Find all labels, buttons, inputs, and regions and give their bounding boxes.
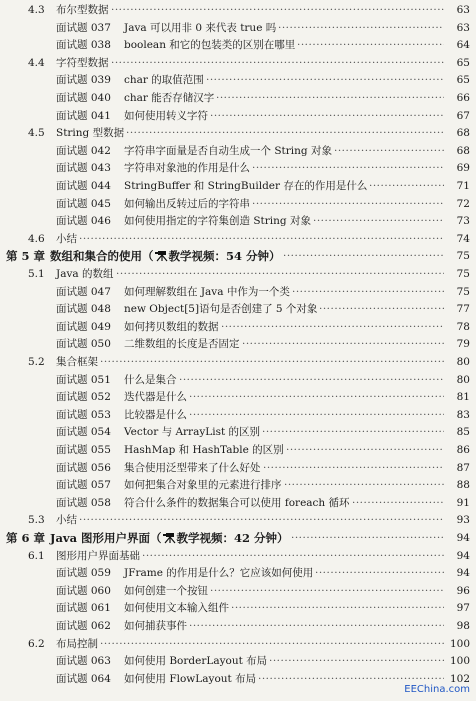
dot-leader xyxy=(319,300,444,318)
camera-tripod-icon xyxy=(162,532,176,544)
question-number: 面试题 049 xyxy=(56,320,111,333)
question-number: 面试题 054 xyxy=(56,426,111,439)
toc-entry-row[interactable] xyxy=(0,89,476,107)
page-number: 68 xyxy=(456,127,470,140)
dot-leader xyxy=(284,476,444,494)
section-row[interactable] xyxy=(0,511,476,529)
dot-leader xyxy=(111,54,444,72)
section-row[interactable] xyxy=(0,54,476,72)
page-number: 91 xyxy=(456,496,470,509)
entry-title: 如何输出反转过后的字符串 xyxy=(124,197,250,210)
dot-leader xyxy=(269,652,444,670)
dot-leader xyxy=(206,71,444,89)
toc-entry-row[interactable] xyxy=(0,388,476,406)
question-number: 面试题 058 xyxy=(56,496,111,509)
toc-entry-row[interactable] xyxy=(0,564,476,582)
dot-leader xyxy=(100,635,444,653)
page-number: 77 xyxy=(456,303,470,316)
dot-leader xyxy=(189,617,444,635)
entry-title: 比较器是什么 xyxy=(124,408,187,421)
entry-label xyxy=(50,247,281,265)
question-number: 面试题 047 xyxy=(56,285,111,298)
page-number: 75 xyxy=(456,250,470,263)
toc-entry-row[interactable] xyxy=(0,335,476,353)
entry-label xyxy=(124,476,282,494)
page-number: 65 xyxy=(456,56,470,69)
page-number: 100 xyxy=(449,655,470,668)
dot-leader xyxy=(179,371,444,389)
entry-label xyxy=(50,529,289,547)
entry-label xyxy=(56,635,98,653)
dot-leader xyxy=(142,547,444,565)
question-number: 面试题 051 xyxy=(56,373,111,386)
page-number: 67 xyxy=(456,109,470,122)
entry-title: 图形用户界面基础 xyxy=(56,549,140,562)
entry-title: 迭代器是什么 xyxy=(124,391,187,404)
page-number: 100 xyxy=(449,637,470,650)
paren: （ xyxy=(142,249,154,264)
entry-title: boolean 和它的包装类的区别在哪里 xyxy=(124,39,296,52)
entry-label xyxy=(56,511,77,529)
dot-leader xyxy=(292,283,444,301)
page-number: 79 xyxy=(456,338,470,351)
page-number: 97 xyxy=(456,602,470,615)
dot-leader xyxy=(297,36,444,54)
page-number: 69 xyxy=(456,162,470,175)
question-number: 面试题 063 xyxy=(56,655,111,668)
toc-entry-row[interactable] xyxy=(0,582,476,600)
dot-leader xyxy=(313,212,444,230)
dot-leader xyxy=(210,107,444,125)
question-number: 面试题 039 xyxy=(56,74,111,87)
entry-label xyxy=(124,652,267,670)
dot-leader xyxy=(116,265,444,283)
entry-title: Vector 与 ArrayList 的区别 xyxy=(124,426,261,439)
entry-label xyxy=(124,459,261,477)
entry-title: Java 的数组 xyxy=(56,268,114,280)
toc-entry-row[interactable] xyxy=(0,107,476,125)
dot-leader xyxy=(79,511,444,529)
toc-entry-row[interactable] xyxy=(0,423,476,441)
question-number: 面试题 048 xyxy=(56,303,111,316)
toc-entry-row[interactable] xyxy=(0,71,476,89)
question-number: 面试题 037 xyxy=(56,21,111,34)
entry-label xyxy=(56,124,124,142)
page-number: 71 xyxy=(456,180,470,192)
toc-entry-row[interactable] xyxy=(0,212,476,230)
dot-leader xyxy=(216,89,444,107)
dot-leader xyxy=(286,441,444,459)
entry-title: Java 图形用户界面 xyxy=(50,531,151,545)
entry-title: 布局控制 xyxy=(56,637,98,650)
chapter-number: 第 5 章 xyxy=(6,249,46,264)
watermark: EEChina.com xyxy=(404,684,470,695)
page-number: 63 xyxy=(456,4,470,16)
dot-leader xyxy=(252,159,444,177)
paren: （ xyxy=(150,531,162,545)
page-number: 94 xyxy=(456,549,470,562)
section-row[interactable] xyxy=(0,124,476,142)
question-number: 面试题 061 xyxy=(56,602,111,615)
question-number: 面试题 044 xyxy=(56,180,111,192)
page-number: 81 xyxy=(456,391,470,404)
question-number: 面试题 042 xyxy=(56,144,111,157)
toc-entry-row[interactable] xyxy=(0,318,476,336)
page-number: 65 xyxy=(456,74,470,87)
toc-entry-row[interactable] xyxy=(0,406,476,424)
entry-label xyxy=(124,564,313,582)
entry-title: 如何使用转义字符 xyxy=(124,109,208,122)
section-number: 6.2 xyxy=(28,637,45,650)
page-number: 66 xyxy=(456,92,470,104)
question-number: 面试题 046 xyxy=(56,215,111,228)
entry-title: 如何使用 FlowLayout 布局 xyxy=(124,672,257,685)
question-number: 面试题 060 xyxy=(56,584,111,597)
entry-title: StringBuffer 和 StringBuilder 存在的作用是什么 xyxy=(124,180,368,192)
page-number: 102 xyxy=(449,672,470,685)
question-number: 面试题 050 xyxy=(56,338,111,351)
question-number: 面试题 055 xyxy=(56,444,111,456)
entry-label xyxy=(124,371,177,389)
question-number: 面试题 041 xyxy=(56,109,111,122)
camera-tripod-icon xyxy=(154,250,168,262)
dot-leader xyxy=(231,599,444,617)
toc-entry-row[interactable] xyxy=(0,494,476,512)
entry-title: 集合框架 xyxy=(56,356,98,368)
entry-label xyxy=(56,547,140,565)
page-number: 96 xyxy=(456,584,470,597)
entry-title: 二维数组的长度是否固定 xyxy=(124,338,240,351)
entry-title: 数组和集合的使用 xyxy=(50,249,142,264)
question-number: 面试题 057 xyxy=(56,479,111,492)
entry-title: String 型数据 xyxy=(56,127,125,140)
dot-leader xyxy=(262,423,444,441)
section-row[interactable] xyxy=(0,1,476,19)
toc-entry-row[interactable] xyxy=(0,476,476,494)
dot-leader xyxy=(334,142,444,160)
page-number: 63 xyxy=(456,21,470,34)
entry-label xyxy=(124,300,317,318)
paren: ） xyxy=(277,531,289,545)
section-row[interactable] xyxy=(0,635,476,653)
dot-leader xyxy=(242,335,444,353)
entry-label xyxy=(124,423,260,441)
question-number: 面试题 052 xyxy=(56,391,111,404)
page-number: 64 xyxy=(456,39,470,52)
toc-entry-row[interactable] xyxy=(0,283,476,301)
entry-title: HashMap 和 HashTable 的区别 xyxy=(124,444,284,456)
dot-leader xyxy=(352,494,444,512)
entry-label xyxy=(124,159,250,177)
entry-label xyxy=(56,1,109,19)
page-number: 83 xyxy=(456,408,470,421)
chapter-row[interactable] xyxy=(0,247,476,265)
video-duration: 教学视频：54 分钟 xyxy=(168,249,270,264)
entry-label xyxy=(124,582,208,600)
toc-entry-row[interactable] xyxy=(0,177,476,195)
toc-entry-row[interactable] xyxy=(0,142,476,160)
entry-title: JFrame 的作用是什么？它应该如何使用 xyxy=(124,567,314,580)
dot-leader xyxy=(189,406,444,424)
page-number: 72 xyxy=(456,197,470,210)
section-row[interactable] xyxy=(0,265,476,283)
entry-title: 如何使用 BorderLayout 布局 xyxy=(124,655,268,668)
dot-leader xyxy=(252,195,444,213)
chapter-number: 第 6 章 xyxy=(6,531,46,545)
entry-label xyxy=(56,54,109,72)
toc-entry-row[interactable] xyxy=(0,459,476,477)
entry-label xyxy=(124,177,367,195)
section-number: 4.6 xyxy=(28,232,45,245)
entry-label xyxy=(124,318,219,336)
dot-leader xyxy=(315,564,444,582)
toc-entry-row[interactable] xyxy=(0,36,476,54)
page-number: 75 xyxy=(456,268,470,280)
question-number: 面试题 043 xyxy=(56,162,111,175)
entry-label xyxy=(124,107,208,125)
entry-label xyxy=(124,670,256,688)
toc-entry-row[interactable] xyxy=(0,371,476,389)
dot-leader xyxy=(210,582,444,600)
entry-label xyxy=(56,265,114,283)
entry-label xyxy=(124,494,350,512)
page-number: 94 xyxy=(456,532,470,544)
dot-leader xyxy=(278,19,444,37)
toc-entry-row[interactable] xyxy=(0,195,476,213)
dot-leader xyxy=(79,230,444,248)
entry-title: 字符串对象池的作用是什么 xyxy=(124,162,250,175)
entry-label xyxy=(124,617,187,635)
toc-entry-row[interactable] xyxy=(0,441,476,459)
entry-title: 如何使用文本输入组件 xyxy=(124,602,229,615)
page-number: 93 xyxy=(456,514,470,527)
page-number: 68 xyxy=(456,144,470,157)
section-number: 4.4 xyxy=(28,56,45,69)
page-number: 86 xyxy=(456,444,470,456)
entry-label xyxy=(56,353,98,371)
entry-label xyxy=(124,89,214,107)
page-number: 80 xyxy=(456,356,470,368)
entry-title: 如何把集合对象里的元素进行排序 xyxy=(124,479,282,492)
toc-entry-row[interactable] xyxy=(0,19,476,37)
entry-label xyxy=(124,19,276,37)
question-number: 面试题 040 xyxy=(56,92,111,104)
entry-title: 集合使用泛型带来了什么好处 xyxy=(124,461,261,474)
dot-leader xyxy=(283,247,444,265)
toc-entry-row[interactable] xyxy=(0,599,476,617)
section-number: 5.1 xyxy=(28,268,45,280)
page-number: 87 xyxy=(456,461,470,474)
paren: ） xyxy=(269,249,281,264)
page-number: 98 xyxy=(456,620,470,632)
dot-leader xyxy=(263,459,444,477)
dot-leader xyxy=(189,388,444,406)
video-duration: 教学视频：42 分钟 xyxy=(176,531,278,545)
page-number: 94 xyxy=(456,567,470,580)
dot-leader xyxy=(369,177,444,195)
page-number: 85 xyxy=(456,426,470,439)
entry-title: 如何捕获事件 xyxy=(124,620,187,632)
page-number: 88 xyxy=(456,479,470,492)
page-number: 75 xyxy=(456,285,470,298)
question-number: 面试题 056 xyxy=(56,461,111,474)
entry-title: new Object[5]语句是否创建了 5 个对象 xyxy=(124,303,318,316)
toc-entry-row[interactable] xyxy=(0,300,476,318)
chapter-row[interactable] xyxy=(0,529,476,547)
dot-leader xyxy=(291,529,444,547)
entry-title: 小结 xyxy=(56,232,77,245)
entry-title: 字符型数据 xyxy=(56,56,109,69)
toc-entry-row[interactable] xyxy=(0,617,476,635)
question-number: 面试题 064 xyxy=(56,672,111,685)
entry-label xyxy=(124,195,250,213)
question-number: 面试题 059 xyxy=(56,567,111,580)
question-number: 面试题 045 xyxy=(56,197,111,210)
toc-entry-row[interactable] xyxy=(0,652,476,670)
section-row[interactable] xyxy=(0,547,476,565)
dot-leader xyxy=(221,318,444,336)
entry-title: 布尔型数据 xyxy=(56,4,109,16)
question-number: 面试题 038 xyxy=(56,39,111,52)
section-number: 6.1 xyxy=(28,549,45,562)
page-number: 74 xyxy=(456,232,470,245)
page-number: 80 xyxy=(456,373,470,386)
entry-label xyxy=(124,283,290,301)
section-number: 4.5 xyxy=(28,127,45,140)
entry-title: 什么是集合 xyxy=(124,373,177,386)
section-row[interactable] xyxy=(0,353,476,371)
entry-title: 如何使用指定的字符集创造 String 对象 xyxy=(124,215,311,228)
entry-label xyxy=(124,335,240,353)
entry-title: 小结 xyxy=(56,514,77,527)
section-number: 4.3 xyxy=(28,4,45,16)
entry-label xyxy=(124,36,295,54)
entry-label xyxy=(124,406,187,424)
section-number: 5.2 xyxy=(28,356,45,368)
entry-title: char 能否存储汉字 xyxy=(124,92,215,104)
entry-label xyxy=(124,71,204,89)
question-number: 面试题 062 xyxy=(56,620,111,632)
entry-label xyxy=(124,142,332,160)
entry-label xyxy=(56,230,77,248)
entry-title: 如何理解数组在 Java 中作为一个类 xyxy=(124,285,290,298)
page-number: 73 xyxy=(456,215,470,228)
dot-leader xyxy=(100,353,444,371)
toc-entry-row[interactable] xyxy=(0,159,476,177)
entry-title: 如何创建一个按钮 xyxy=(124,584,208,597)
section-number: 5.3 xyxy=(28,514,45,527)
entry-title: char 的取值范围 xyxy=(124,74,204,87)
entry-title: 如何拷贝数组的数据 xyxy=(124,320,219,333)
page-number: 78 xyxy=(456,320,470,333)
entry-title: Java 可以用非 0 来代表 true 吗 xyxy=(124,21,277,34)
entry-label xyxy=(124,212,311,230)
question-number: 面试题 053 xyxy=(56,408,111,421)
entry-label xyxy=(124,599,229,617)
entry-label xyxy=(124,388,187,406)
entry-title: 字符串字面量是否自动生成一个 String 对象 xyxy=(124,144,332,157)
section-row[interactable] xyxy=(0,230,476,248)
entry-title: 符合什么条件的数据集合可以使用 foreach 循环 xyxy=(124,496,350,509)
dot-leader xyxy=(111,1,444,19)
entry-label xyxy=(124,441,284,459)
dot-leader xyxy=(126,124,444,142)
